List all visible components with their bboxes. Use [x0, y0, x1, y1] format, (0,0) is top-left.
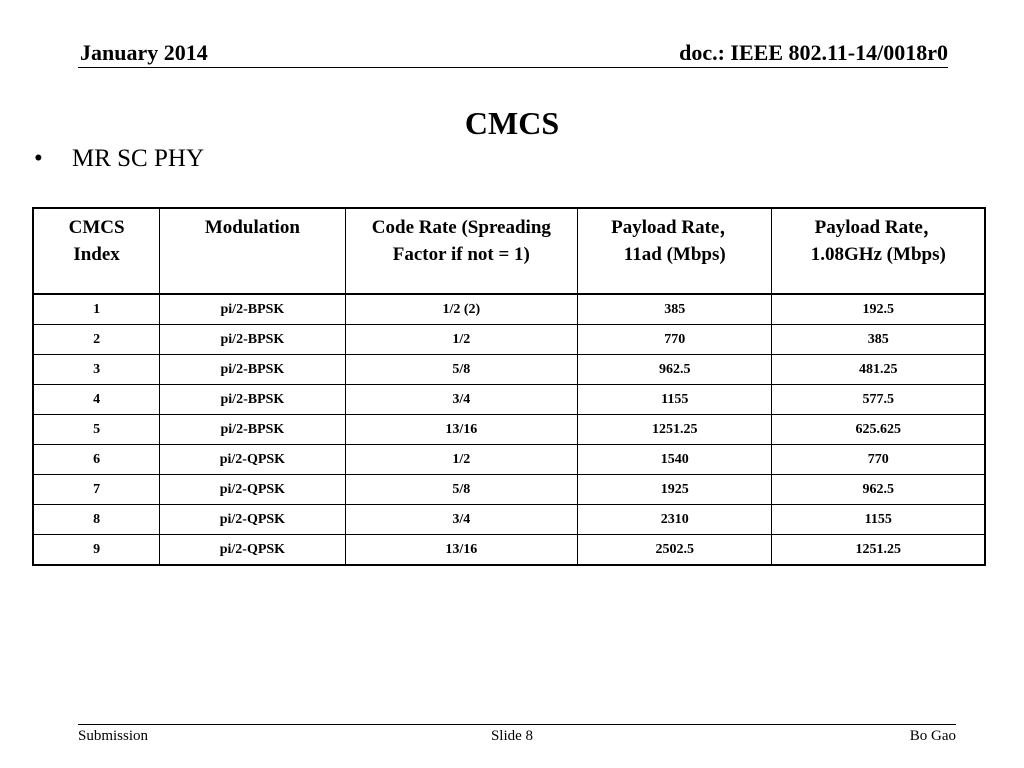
- cell-modulation: pi/2-BPSK: [160, 385, 346, 415]
- header-divider: [78, 67, 948, 68]
- slide-title: CMCS: [464, 105, 560, 141]
- cmcs-table: [32, 207, 986, 566]
- cell-code-rate: 3/4: [345, 385, 577, 415]
- cell-code-rate: 1/2 (2): [345, 294, 577, 325]
- cell-modulation: pi/2-BPSK: [160, 325, 346, 355]
- cell-modulation: pi/2-QPSK: [160, 475, 346, 505]
- cell-modulation: pi/2-QPSK: [160, 535, 346, 566]
- table-row: [33, 445, 985, 475]
- table-header-row: [33, 208, 985, 294]
- cell-code-rate: 5/8: [345, 475, 577, 505]
- cell-payload-rate-11ad: 1540: [578, 445, 772, 475]
- cell-cmcs-index: 5: [33, 415, 160, 445]
- cell-payload-rate-11ad: 1925: [578, 475, 772, 505]
- column-header-modulation: Modulation: [160, 208, 346, 294]
- bullet-icon: •: [34, 145, 43, 172]
- cell-payload-rate-108ghz: 962.5: [772, 475, 985, 505]
- table-row: [33, 475, 985, 505]
- footer-author: Bo Gao: [909, 728, 956, 744]
- column-header-cmcs-index: CMCS Index: [33, 208, 160, 294]
- cell-cmcs-index: 2: [33, 325, 160, 355]
- cell-code-rate: 13/16: [345, 415, 577, 445]
- cell-code-rate: 1/2: [345, 325, 577, 355]
- bullet-item: [34, 145, 204, 173]
- table-row: [33, 294, 985, 325]
- table-row: [33, 505, 985, 535]
- header-date: January 2014: [80, 40, 208, 65]
- cell-cmcs-index: 4: [33, 385, 160, 415]
- cell-modulation: pi/2-QPSK: [160, 445, 346, 475]
- table-row: [33, 415, 985, 445]
- bullet-text: MR SC PHY: [72, 145, 204, 172]
- cell-code-rate: 1/2: [345, 445, 577, 475]
- cell-cmcs-index: 1: [33, 294, 160, 325]
- cell-payload-rate-108ghz: 385: [772, 325, 985, 355]
- header-doc-id: doc.: IEEE 802.11-14/0018r0: [679, 40, 948, 65]
- cell-code-rate: 5/8: [345, 355, 577, 385]
- cell-cmcs-index: 9: [33, 535, 160, 566]
- cell-payload-rate-11ad: 2502.5: [578, 535, 772, 566]
- column-header-payload-rate-108ghz: Payload Rate， 1.08GHz (Mbps): [772, 208, 985, 294]
- footer-slide-number: Slide 8: [490, 728, 534, 744]
- footer-submission: Submission: [78, 728, 149, 744]
- column-header-payload-rate-11ad: Payload Rate， 11ad (Mbps): [578, 208, 772, 294]
- cell-cmcs-index: 8: [33, 505, 160, 535]
- cell-payload-rate-11ad: 1155: [578, 385, 772, 415]
- cell-payload-rate-11ad: 2310: [578, 505, 772, 535]
- cell-modulation: pi/2-BPSK: [160, 355, 346, 385]
- column-header-code-rate: Code Rate (Spreading Factor if not = 1): [345, 208, 577, 294]
- cell-payload-rate-108ghz: 192.5: [772, 294, 985, 325]
- cell-cmcs-index: 6: [33, 445, 160, 475]
- cell-payload-rate-11ad: 1251.25: [578, 415, 772, 445]
- footer-divider: [78, 724, 956, 725]
- cell-cmcs-index: 7: [33, 475, 160, 505]
- table-row: [33, 535, 985, 566]
- cell-payload-rate-108ghz: 770: [772, 445, 985, 475]
- cell-payload-rate-108ghz: 577.5: [772, 385, 985, 415]
- cell-modulation: pi/2-BPSK: [160, 415, 346, 445]
- cell-payload-rate-108ghz: 1251.25: [772, 535, 985, 566]
- cell-payload-rate-11ad: 385: [578, 294, 772, 325]
- cell-payload-rate-108ghz: 1155: [772, 505, 985, 535]
- table-row: [33, 325, 985, 355]
- cell-modulation: pi/2-BPSK: [160, 294, 346, 325]
- table-row: [33, 385, 985, 415]
- cell-payload-rate-11ad: 962.5: [578, 355, 772, 385]
- cell-modulation: pi/2-QPSK: [160, 505, 346, 535]
- table-row: [33, 355, 985, 385]
- cell-code-rate: 13/16: [345, 535, 577, 566]
- cell-payload-rate-108ghz: 625.625: [772, 415, 985, 445]
- cell-payload-rate-108ghz: 481.25: [772, 355, 985, 385]
- cell-cmcs-index: 3: [33, 355, 160, 385]
- cell-code-rate: 3/4: [345, 505, 577, 535]
- cell-payload-rate-11ad: 770: [578, 325, 772, 355]
